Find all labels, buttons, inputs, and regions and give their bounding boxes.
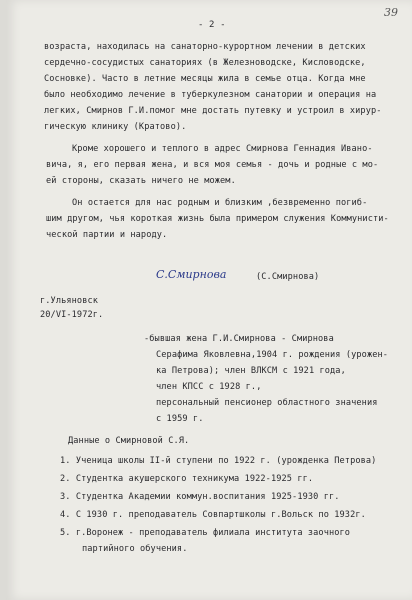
author-info-line: персональный пенсионер областного значения (156, 398, 378, 408)
sheet-number: 39 (384, 6, 398, 19)
date: 20/VI-1972г. (40, 310, 104, 320)
handwritten-signature: С.Смирнова (156, 268, 227, 281)
body-line: ческой партии и народу. (46, 230, 168, 240)
body-line: шим другом, чья короткая жизнь была примером служения Коммунисти- (46, 214, 389, 224)
author-info-line: с 1959 г. (156, 414, 204, 424)
data-item: партийного обучения. (82, 544, 188, 554)
body-line: вича, я, его первая жена, и вся моя семья - дочь и родные с мо- (46, 160, 379, 170)
data-item: 2. Студентка акушерского техникума 1922-1925 гг. (60, 474, 314, 484)
body-line: сердечно-сосудистых санаториях (в Железноводске, Кисловодске, (44, 58, 366, 68)
body-line: легких, Смирнов Г.И.помог мне достать путевку и устроил в хирур- (44, 106, 382, 116)
typed-signature: (С.Смирнова) (256, 272, 320, 282)
author-info-line: ка Петрова); член ВЛКСМ с 1921 года, (156, 366, 346, 376)
page-number: - 2 - (198, 20, 226, 30)
author-info-line: член КПСС с 1928 г., (156, 382, 262, 392)
place: г.Ульяновск (40, 296, 99, 306)
body-line: гическую клинику (Кратово). (44, 122, 187, 132)
document-page (6, 0, 412, 600)
data-item: 4. С 1930 г. преподаватель Совпартшколы г.Вольск по 1932г. (60, 510, 366, 520)
body-line: ей стороны, сказать ничего не можем. (46, 176, 236, 186)
data-item: 3. Студентка Академии коммун.воспитания 1925-1930 гг. (60, 492, 340, 502)
data-heading: Данные о Смирновой С.Я. (68, 436, 190, 446)
data-item: 5. г.Воронеж - преподаватель филиала института заочного (60, 528, 351, 538)
body-line: Кроме хорошего и теплого в адрес Смирнова Геннадия Ивано- (72, 144, 373, 154)
data-item: 1. Ученица школы II-й ступени по 1922 г. (урожденка Петрова) (60, 456, 377, 466)
body-line: Он остается для нас родным и близким ,безвременно погиб- (72, 198, 368, 208)
author-info-line: Серафима Яковлевна,1904 г. рождения (урожен- (156, 350, 389, 360)
body-line: Сосновке). Часто в летние месяцы жила в семье отца. Когда мне (44, 74, 366, 84)
author-info-line: -бывшая жена Г.И.Смирнова - Смирнова (144, 334, 334, 344)
body-line: возраста, находилась на санаторно-курортном лечении в детских (44, 42, 366, 52)
body-line: было необходимо лечение в туберкулезном санатории и операция на (44, 90, 377, 100)
